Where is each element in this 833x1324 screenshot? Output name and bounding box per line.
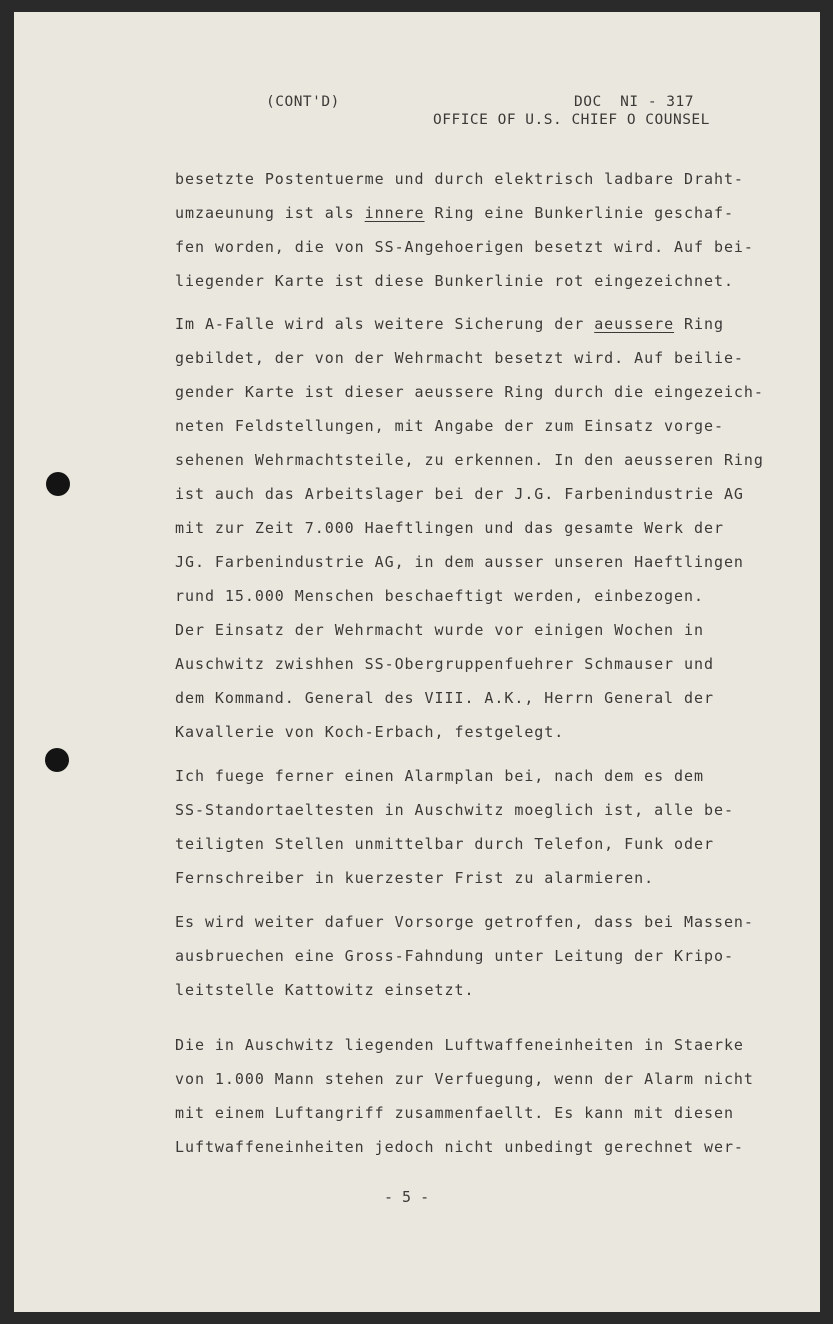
text-line [175, 1138, 744, 1156]
text-segment: Ring eine Bunkerlinie geschaf- [424, 204, 734, 222]
text-segment: Ich fuege ferner einen Alarmplan bei, nach dem es dem [175, 767, 704, 785]
text-line [175, 383, 764, 401]
text-segment: Kavallerie von Koch-Erbach, festgelegt. [175, 723, 565, 741]
text-segment: JG. Farbenindustrie AG, in dem ausser unseren Haeftlingen [175, 553, 744, 571]
text-segment: Im A-Falle wird als weitere Sicherung der [175, 315, 595, 333]
document-number: DOC NI - 317 [574, 94, 694, 110]
text-segment: dem Kommand. General des VIII. A.K., Herrn General der [175, 689, 714, 707]
text-segment: Es wird weiter dafuer Vorsorge getroffen, dass bei Massen- [175, 913, 754, 931]
text-segment: neten Feldstellungen, mit Angabe der zum Einsatz vorge- [175, 417, 724, 435]
text-line [175, 655, 714, 673]
text-segment: ist auch das Arbeitslager bei der J.G. Farbenindustrie AG [175, 485, 744, 503]
text-segment: Fernschreiber in kuerzester Frist zu alarmieren. [175, 869, 655, 887]
text-line [175, 170, 744, 188]
text-line [175, 1104, 734, 1122]
text-segment: Der Einsatz der Wehrmacht wurde vor einigen Wochen in [175, 621, 704, 639]
text-line [175, 238, 754, 256]
text-segment: mit einem Luftangriff zusammenfaellt. Es kann mit diesen [175, 1104, 734, 1122]
text-segment: sehenen Wehrmachtsteile, zu erkennen. In den aeusseren Ring [175, 451, 764, 469]
text-line [175, 947, 734, 965]
text-segment: rund 15.000 Menschen beschaeftigt werden, einbezogen. [175, 587, 704, 605]
continued-label: (CONT'D) [266, 94, 340, 110]
text-segment: Ring [674, 315, 724, 333]
text-segment: liegender Karte ist diese Bunkerlinie rot eingezeichnet. [175, 272, 734, 290]
text-segment: teiligten Stellen unmittelbar durch Telefon, Funk oder [175, 835, 714, 853]
text-line [175, 689, 714, 707]
text-segment: Auschwitz zwishhen SS-Obergruppenfuehrer Schmauser und [175, 655, 714, 673]
text-segment: gebildet, der von der Wehrmacht besetzt wird. Auf beilie- [175, 349, 744, 367]
office-heading: OFFICE OF U.S. CHIEF O COUNSEL [433, 112, 710, 128]
underlined-word: aeussere [594, 315, 675, 333]
document-page [14, 12, 820, 1312]
text-segment: von 1.000 Mann stehen zur Verfuegung, wenn der Alarm nicht [175, 1070, 754, 1088]
text-segment: SS-Standortaeltesten in Auschwitz moeglich ist, alle be- [175, 801, 734, 819]
text-segment: leitstelle Kattowitz einsetzt. [175, 981, 475, 999]
text-line [175, 587, 704, 605]
text-line [175, 485, 744, 503]
text-segment: ausbruechen eine Gross-Fahndung unter Leitung der Kripo- [175, 947, 734, 965]
text-line [175, 519, 724, 537]
underlined-word: innere [364, 204, 425, 222]
text-line [175, 801, 734, 819]
text-segment: umzaeunung ist als [175, 204, 365, 222]
text-segment: gender Karte ist dieser aeussere Ring durch die eingezeich- [175, 383, 764, 401]
text-line [175, 767, 704, 785]
text-line [175, 1070, 754, 1088]
text-segment: Die in Auschwitz liegenden Luftwaffeneinheiten in Staerke [175, 1036, 744, 1054]
text-line [175, 553, 744, 571]
text-line [175, 417, 724, 435]
punch-hole-top [46, 472, 70, 496]
page-number: - 5 - [384, 1188, 430, 1206]
text-line [175, 315, 724, 333]
text-line [175, 723, 564, 741]
text-line [175, 869, 654, 887]
text-segment: besetzte Postentuerme und durch elektrisch ladbare Draht- [175, 170, 744, 188]
text-line [175, 204, 734, 222]
text-line [175, 1036, 744, 1054]
text-segment: fen worden, die von SS-Angehoerigen besetzt wird. Auf bei- [175, 238, 754, 256]
text-segment: mit zur Zeit 7.000 Haeftlingen und das gesamte Werk der [175, 519, 724, 537]
punch-hole-bottom [45, 748, 69, 772]
text-line [175, 981, 474, 999]
text-line [175, 835, 714, 853]
text-line [175, 913, 754, 931]
text-segment: Luftwaffeneinheiten jedoch nicht unbedingt gerechnet wer- [175, 1138, 744, 1156]
text-line [175, 272, 734, 290]
text-line [175, 349, 744, 367]
text-line [175, 621, 704, 639]
text-line [175, 451, 764, 469]
